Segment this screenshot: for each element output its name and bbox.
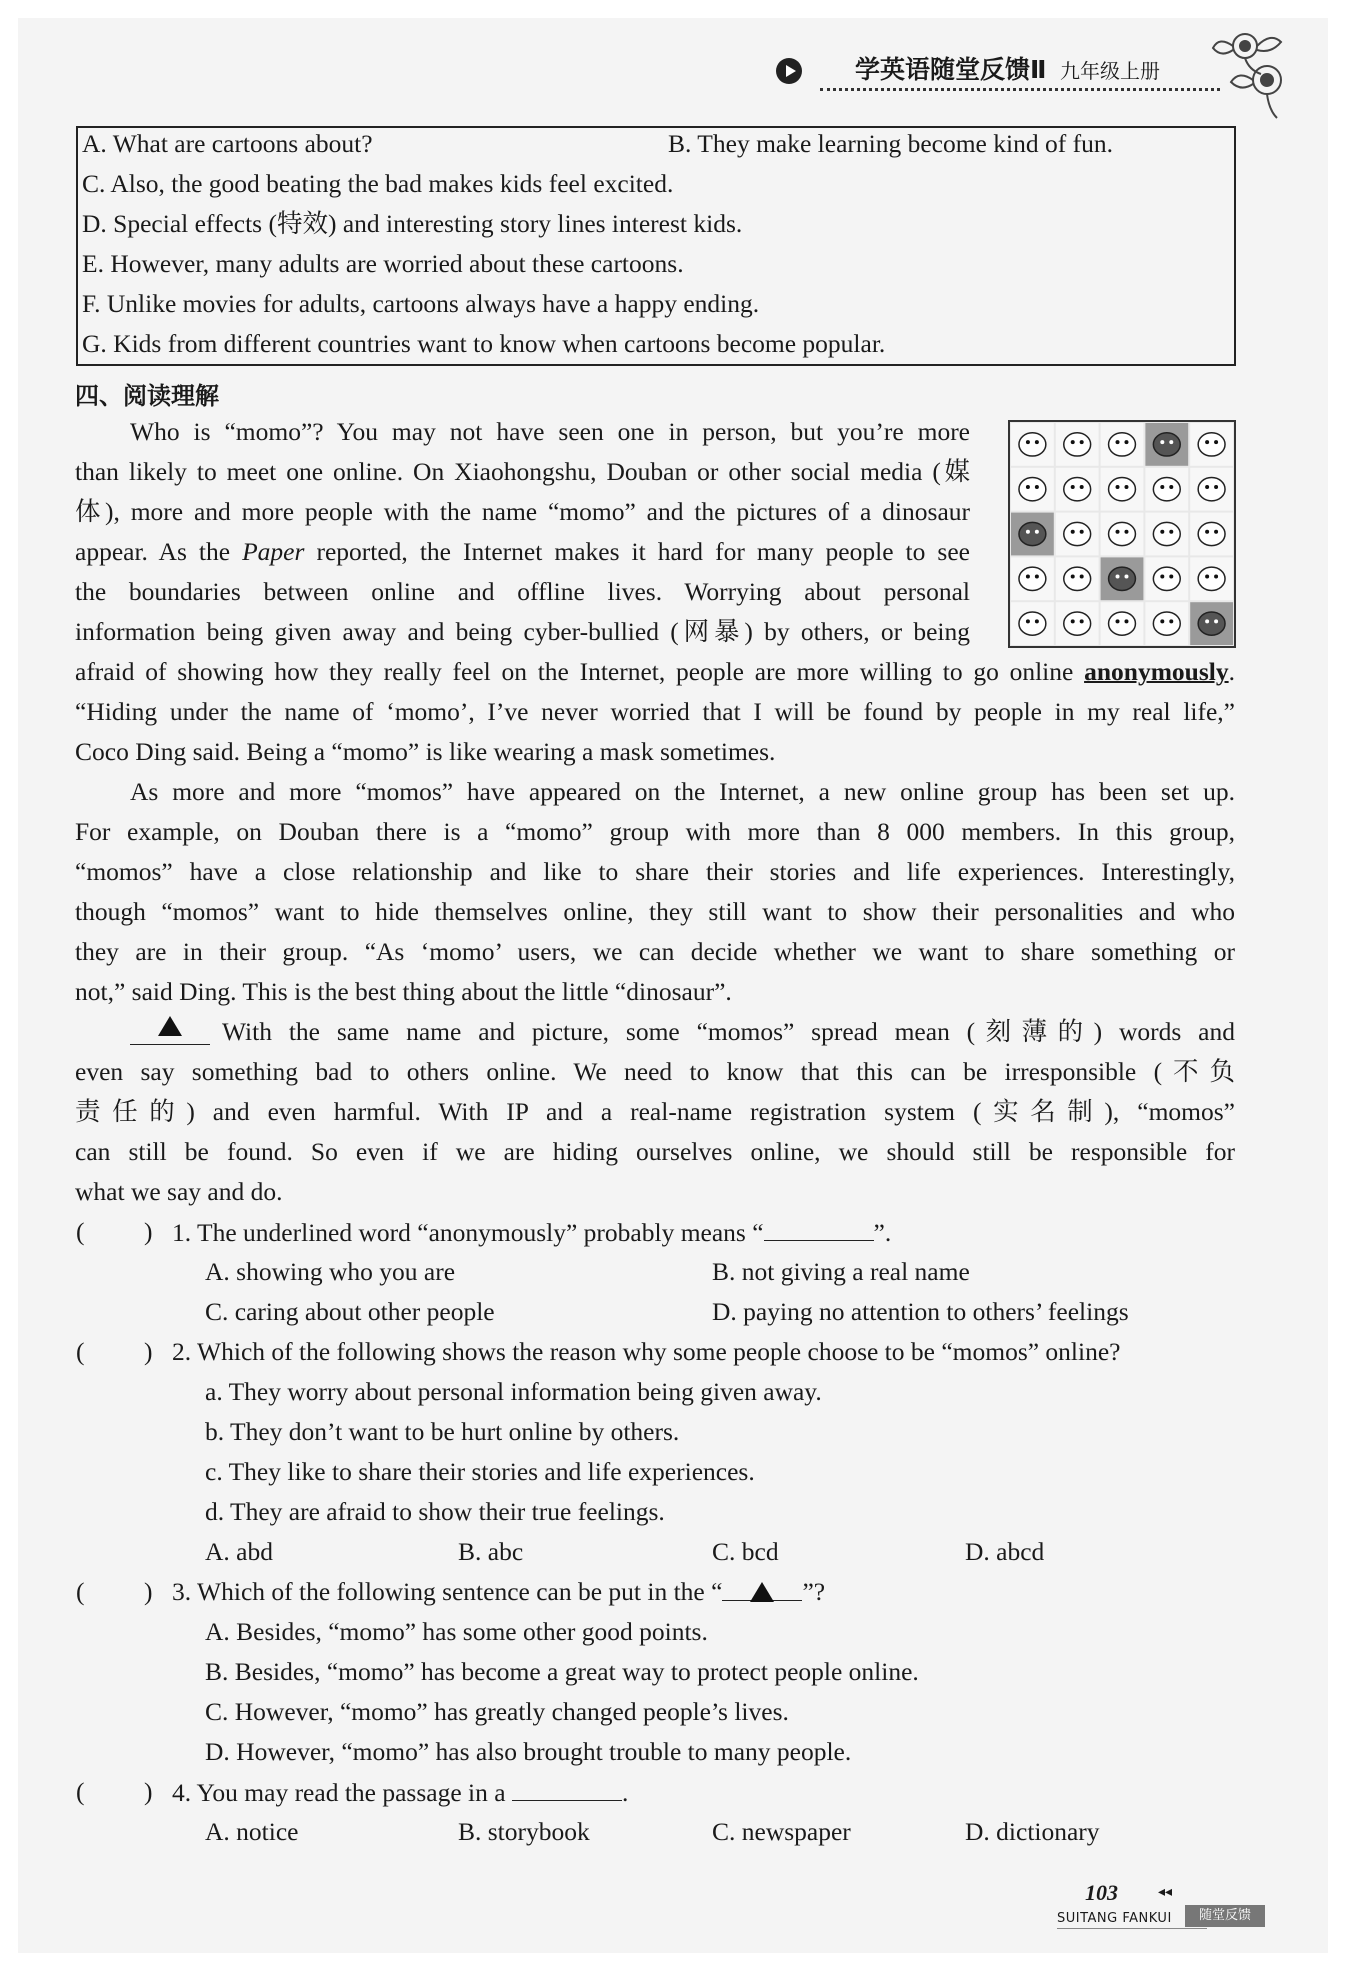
momo-sticker <box>1056 468 1099 511</box>
momo-sticker <box>1145 602 1188 645</box>
momo-sticker <box>1190 423 1233 466</box>
passage-line: As more and more “momos” have appeared on the Internet, a new online group has been set up. <box>130 777 1235 806</box>
q1-option-c[interactable]: C. caring about other people <box>205 1297 495 1326</box>
answer-paren-close[interactable]: ) <box>144 1217 153 1246</box>
momo-sticker <box>1190 513 1233 556</box>
answer-blank-triangle[interactable] <box>130 1016 210 1045</box>
passage-line: though “momos” want to hide themselves online, they still want to show their personalities and who <box>75 897 1235 926</box>
answer-paren-open[interactable]: ( <box>76 1337 85 1366</box>
answer-paren-open[interactable]: ( <box>76 1777 85 1806</box>
q2-statement-b: b. They don’t want to be hurt online by others. <box>205 1417 680 1446</box>
answer-blank[interactable] <box>722 1572 802 1601</box>
momo-sticker <box>1101 423 1144 466</box>
q2-statement-d: d. They are afraid to show their true feelings. <box>205 1497 665 1526</box>
passage-line: Who is “momo”? You may not have seen one in person, but you’re more <box>130 417 970 446</box>
momo-sticker <box>1011 513 1054 556</box>
triangle-marker-icon <box>750 1582 774 1602</box>
q2-statement-a: a. They worry about personal information being given away. <box>205 1377 822 1406</box>
q4-option-c[interactable]: C. newspaper <box>712 1817 851 1846</box>
passage-line: “momos” have a close relationship and like to share their stories and life experiences. Interestingly, <box>75 857 1235 886</box>
question-2-stem: 2. Which of the following shows the reason why some people choose to be “momos” online? <box>172 1337 1121 1366</box>
answer-paren-open[interactable]: ( <box>76 1217 85 1246</box>
passage-line: the boundaries between online and offline lives. Worrying about personal <box>75 577 970 606</box>
header-divider <box>820 88 1220 91</box>
flower-decoration-icon <box>1205 18 1295 128</box>
passage-line: information being given away and being cyber-bullied (网暴) by others, or being <box>75 617 970 646</box>
momo-sticker-illustration <box>1008 420 1236 648</box>
footer-english: SUITANG FANKUI <box>1057 1911 1172 1926</box>
underlined-word: anonymously <box>1084 657 1229 686</box>
option-g: G. Kids from different countries want to know when cartoons become popular. <box>82 329 886 358</box>
q2-statement-c: c. They like to share their stories and life experiences. <box>205 1457 755 1486</box>
answer-blank[interactable] <box>764 1212 874 1241</box>
double-arrow-icon: ◂◂ <box>1158 1885 1173 1900</box>
question-1-stem: 1. The underlined word “anonymously” probably means “ ”. <box>172 1212 891 1253</box>
momo-sticker <box>1011 557 1054 600</box>
footer-badge: 随堂反馈 <box>1185 1905 1265 1927</box>
q3-option-d[interactable]: D. However, “momo” has also brought trouble to many people. <box>205 1737 852 1766</box>
momo-sticker <box>1056 602 1099 645</box>
option-d: D. Special effects (特效) and interesting story lines interest kids. <box>82 209 743 238</box>
passage-line: not,” said Ding. This is the best thing about the little “dinosaur”. <box>75 977 732 1006</box>
answer-paren-close[interactable]: ) <box>144 1337 153 1366</box>
momo-sticker <box>1101 602 1144 645</box>
option-a: A. What are cartoons about? <box>82 129 373 158</box>
q1-option-a[interactable]: A. showing who you are <box>205 1257 456 1286</box>
answer-blank[interactable] <box>512 1772 622 1801</box>
passage-line: even say something bad to others online. We need to know that this can be irresponsible (不负 <box>75 1057 1235 1086</box>
momo-sticker <box>1056 557 1099 600</box>
passage-line: For example, on Douban there is a “momo” group with more than 8 000 members. In this group, <box>75 817 1235 846</box>
momo-sticker <box>1056 513 1099 556</box>
passage-line: 体), more and more people with the name “momo” and the pictures of a dinosaur <box>75 497 970 526</box>
book-title: 学英语随堂反馈Ⅱ <box>855 55 1047 84</box>
momo-sticker <box>1011 468 1054 511</box>
passage-line: they are in their group. “As ‘momo’ users, we can decide whether we want to share something or <box>75 937 1235 966</box>
passage-line: can still be found. So even if we are hiding ourselves online, we should still be responsible for <box>75 1137 1235 1166</box>
answer-paren-close[interactable]: ) <box>144 1777 153 1806</box>
passage-line: “Hiding under the name of ‘momo’, I’ve never worried that I will be found by people in my real life,” <box>75 697 1235 726</box>
option-e: E. However, many adults are worried about these cartoons. <box>82 249 684 278</box>
q4-option-b[interactable]: B. storybook <box>458 1817 590 1846</box>
momo-sticker <box>1101 468 1144 511</box>
play-icon <box>776 58 802 84</box>
q2-option-c[interactable]: C. bcd <box>712 1537 779 1566</box>
q2-option-d[interactable]: D. abcd <box>965 1537 1045 1566</box>
momo-sticker <box>1190 557 1233 600</box>
momo-sticker <box>1011 602 1054 645</box>
momo-sticker <box>1101 513 1144 556</box>
q1-option-d[interactable]: D. paying no attention to others’ feelings <box>712 1297 1129 1326</box>
momo-sticker <box>1056 423 1099 466</box>
q3-option-b[interactable]: B. Besides, “momo” has become a great way to protect people online. <box>205 1657 919 1686</box>
momo-sticker <box>1145 557 1188 600</box>
momo-sticker <box>1145 423 1188 466</box>
momo-sticker <box>1011 423 1054 466</box>
answer-paren-open[interactable]: ( <box>76 1577 85 1606</box>
passage-line: 责任的) and even harmful. With IP and a real-name registration system (实名制), “momos” <box>75 1097 1235 1126</box>
option-c: C. Also, the good beating the bad makes kids feel excited. <box>82 169 674 198</box>
passage-line: Coco Ding said. Being a “momo” is like wearing a mask sometimes. <box>75 737 776 766</box>
section-title: 四、阅读理解 <box>75 382 219 410</box>
q3-option-c[interactable]: C. However, “momo” has greatly changed people’s lives. <box>205 1697 789 1726</box>
q4-option-d[interactable]: D. dictionary <box>965 1817 1100 1846</box>
option-b: B. They make learning become kind of fun. <box>668 129 1113 158</box>
momo-sticker <box>1190 468 1233 511</box>
passage-line: With the same name and picture, some “momos” spread mean (刻薄的) words and <box>222 1017 1235 1046</box>
option-f: F. Unlike movies for adults, cartoons always have a happy ending. <box>82 289 760 318</box>
momo-sticker <box>1145 468 1188 511</box>
passage-line: appear. As the Paper reported, the Internet makes it hard for many people to see <box>75 537 970 566</box>
answer-paren-close[interactable]: ) <box>144 1577 153 1606</box>
q3-option-a[interactable]: A. Besides, “momo” has some other good points. <box>205 1617 708 1646</box>
passage-line: than likely to meet one online. On Xiaohongshu, Douban or other social media (媒 <box>75 457 970 486</box>
question-3-stem: 3. Which of the following sentence can be put in the “ ”? <box>172 1572 825 1612</box>
grade-label: 九年级上册 <box>1060 59 1160 83</box>
question-4-stem: 4. You may read the passage in a . <box>172 1772 628 1813</box>
q2-option-a[interactable]: A. abd <box>205 1537 273 1566</box>
footer-divider <box>1057 1928 1207 1929</box>
page-number: 103 <box>1085 1880 1118 1905</box>
q2-option-b[interactable]: B. abc <box>458 1537 524 1566</box>
triangle-marker-icon <box>158 1016 182 1036</box>
passage-line: what we say and do. <box>75 1177 283 1206</box>
passage-line: afraid of showing how they really feel on the Internet, people are more willing to go online anonymously. <box>75 657 1235 686</box>
momo-sticker <box>1101 557 1144 600</box>
momo-sticker <box>1145 513 1188 556</box>
q4-option-a[interactable]: A. notice <box>205 1817 299 1846</box>
momo-sticker <box>1190 602 1233 645</box>
q1-option-b[interactable]: B. not giving a real name <box>712 1257 970 1286</box>
